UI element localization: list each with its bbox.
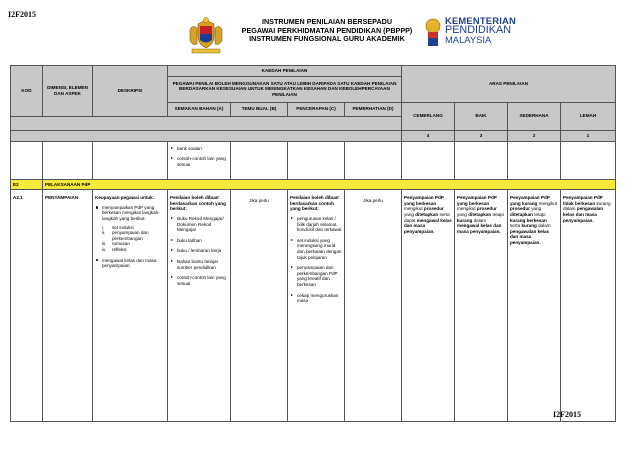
lvl4-p2: mengikut	[404, 206, 423, 212]
header-method-c: PENCERAPAN (C)	[288, 102, 345, 116]
method-c-item-3: penyampaian dan perkembangan PdP yang kreatif dan berkesan	[290, 265, 342, 287]
ministry-emblem-icon	[423, 16, 443, 52]
section-code: E2	[11, 179, 43, 190]
assessment-table	[10, 65, 616, 422]
method-a-item-5: contoh-contoh lain yang sesuai	[170, 275, 228, 286]
lvl1-p1: Penyampaian PdP	[563, 195, 603, 201]
ministry-logo-text	[445, 16, 516, 45]
desc-intro: Keupayaan pegawai untuk:	[95, 195, 155, 201]
lvl2-p5: serta	[510, 223, 521, 229]
header-method-d: PEMERHATIAN (D)	[345, 102, 402, 116]
header-kaedah: KAEDAH PENILAIAN	[168, 66, 402, 77]
table-row	[11, 190, 616, 422]
header-score-4: 4	[402, 130, 455, 141]
lvl1-b2: pengawalan kelas dan masa penyampaian.	[563, 206, 604, 223]
lvl3-p4: tetapi	[492, 211, 504, 217]
title-line-2: PEGAWAI PERKHIDMATAN PENDIDIKAN (PBPPP)	[241, 25, 413, 35]
desc-item-1: menyampaikan PdP yang berkesan mengikut langkah-langkah yang berikut:	[102, 204, 160, 221]
header-method-b: TEMU BUAL (B)	[231, 102, 288, 116]
continued-item-2: contoh-contoh lain yang sesuai	[170, 156, 228, 167]
method-a-item-1: Buku Rekod Mengajar/ Dokumen Rekod Mengajar	[170, 216, 228, 233]
method-a-item-2: buku latihan	[170, 238, 228, 244]
header-level-sederhana: SEDERHANA	[508, 102, 561, 130]
lvl3-p2: mengikut	[457, 206, 476, 212]
header-score-1: 1	[561, 130, 616, 141]
step-num-3: iii.	[102, 241, 107, 247]
header-level-cemerlang: CEMERLANG	[402, 102, 455, 130]
row-code: A2.1	[11, 190, 43, 422]
header-kod: KOD	[11, 66, 43, 117]
lvl2-p6: dalam	[538, 223, 551, 229]
row-level-4	[402, 190, 455, 422]
title-line-3: INSTRUMEN FUNGSIONAL GURU AKADEMIK	[249, 34, 405, 44]
logo-line-2: PENDIDIKAN	[445, 23, 511, 36]
lvl2-b5: kurang	[521, 223, 537, 229]
method-c-item-2: set induksi yang merangsang murid dan berkaitan dengan tajuk pelajaran	[290, 238, 342, 260]
lvl2-b3: ditetapkan	[510, 211, 533, 217]
lvl4-p1: Penyampaian PdP yang	[404, 195, 444, 206]
document-title	[238, 18, 416, 44]
lvl4-b4: mengawal kelas dan masa penyampaian.	[404, 217, 452, 234]
lvl4-b1: berkesan	[416, 200, 437, 206]
row-level-3	[455, 190, 508, 422]
lvl2-b1: kurang	[522, 200, 538, 206]
row-aspect: PENYAMPAIAN	[43, 190, 93, 422]
header-level-baik: BAIK	[455, 102, 508, 130]
lvl1-p2: kurang dalam	[563, 200, 611, 212]
method-a-intro: Penilaian boleh dibuat berdasarkan contoh yang berikut:	[170, 195, 226, 212]
method-c-item-4: cekap menguruskan masa	[290, 293, 342, 304]
lvl4-b2: prosedur	[423, 206, 444, 212]
section-row	[11, 179, 616, 190]
step-text-4: refleksi	[112, 246, 127, 252]
header-spacer	[11, 116, 402, 130]
form-code-top: I2F2015	[8, 10, 36, 19]
lvl3-b4: kurang	[457, 217, 473, 223]
lvl2-b6: pengawalan kelas dan masa penyampaian.	[510, 228, 550, 245]
row-method-a	[168, 190, 231, 422]
lvl4-b3: ditetapkan	[415, 211, 439, 217]
lvl2-b2: prosedur	[510, 206, 530, 212]
form-code-bottom: I2F2015	[553, 410, 581, 419]
continued-row	[11, 141, 616, 179]
desc-item-2: mengawal kelas dan masa penyampaian	[95, 258, 165, 269]
continued-item-1: bank soalan	[170, 146, 228, 152]
row-description	[93, 190, 168, 422]
lvl2-p2: mengikut	[538, 200, 558, 206]
logo-line-3: MALAYSIA	[445, 34, 492, 46]
header-method-a: SEMAKAN BAHAN (A)	[168, 102, 231, 116]
step-num-2: ii.	[102, 230, 106, 236]
logo-line-1: KEMENTERIAN	[445, 15, 516, 26]
row-method-d: Jika perlu	[345, 190, 402, 422]
header-score-spacer	[11, 130, 402, 141]
lvl3-b3: ditetapkan	[468, 211, 492, 217]
lvl3-b2: prosedur	[476, 206, 497, 212]
row-method-c	[288, 190, 345, 422]
lvl3-p1: Penyampaian PdP yang	[457, 195, 497, 206]
lvl2-p4: tetapi	[534, 211, 546, 217]
coat-of-arms-logo	[184, 16, 228, 56]
row-level-2	[508, 190, 561, 422]
section-title: PELAKSANAAN PdP	[43, 179, 616, 190]
header-dimensi: DIMENSI, ELEMEN DAN ASPEK	[43, 66, 93, 117]
header-score-3: 3	[455, 130, 508, 141]
method-a-item-3: buku / lembaran kerja	[170, 248, 228, 254]
header-score-2: 2	[508, 130, 561, 141]
lvl3-p3: yang	[457, 211, 467, 217]
lvl3-b5: mengawal kelas dan masa penyampaian.	[457, 223, 502, 234]
lvl3-p5: dalam	[473, 217, 487, 223]
row-method-b: Jika perlu	[231, 190, 288, 422]
header-level-lemah: LEMAH	[561, 102, 616, 130]
lvl1-b1: tidak berkesan	[563, 200, 596, 206]
row-level-1	[561, 190, 616, 422]
method-a-item-4: Bahan bantu belajar sumber pendidikan	[170, 259, 228, 270]
step-num-1: i.	[102, 224, 105, 230]
step-text-2: penyampaian dan perkembangan	[112, 230, 149, 241]
step-num-4: iv.	[102, 246, 107, 252]
title-line-1: INSTRUMEN PENILAIAN BERSEPADU	[261, 17, 393, 26]
lvl4-p4: serta dapat	[404, 211, 450, 223]
method-c-intro: Penilaian boleh dibuat berdasarkan contoh yang berikut:	[290, 195, 339, 212]
step-text-1: set induksi	[112, 224, 134, 230]
lvl4-p3: yang	[404, 211, 414, 217]
header-deskripsi: DESKRIPSI	[93, 66, 168, 117]
desc-steps	[102, 225, 165, 253]
lvl2-b4: kurang berkesan	[510, 217, 547, 223]
header-kaedah-note: PEGAWAI PENILAI BOLEH MENGGUNAKAN SATU ATAU LEBIH DARIPADA SATU KAEDAH PENILAIAN BERDASARKAN KESESUAIAN UNTUK MENINGKATKAN KESAHAN DAN KEBOLEHPERCAYAAN PENILAIAN	[168, 76, 402, 102]
step-text-3: rumusan	[112, 241, 130, 247]
header-aras: ARAS PENILAIAN	[402, 66, 616, 103]
ministry-logo	[423, 14, 523, 58]
lvl2-p1: Penyampaian PdP yang	[510, 195, 550, 206]
lvl2-p3: yang	[531, 206, 542, 212]
method-c-item-1: pengurusan kelas / bilik darjah selamat, kondusif dan terkawal	[290, 216, 342, 233]
lvl3-b1: berkesan	[469, 200, 490, 206]
